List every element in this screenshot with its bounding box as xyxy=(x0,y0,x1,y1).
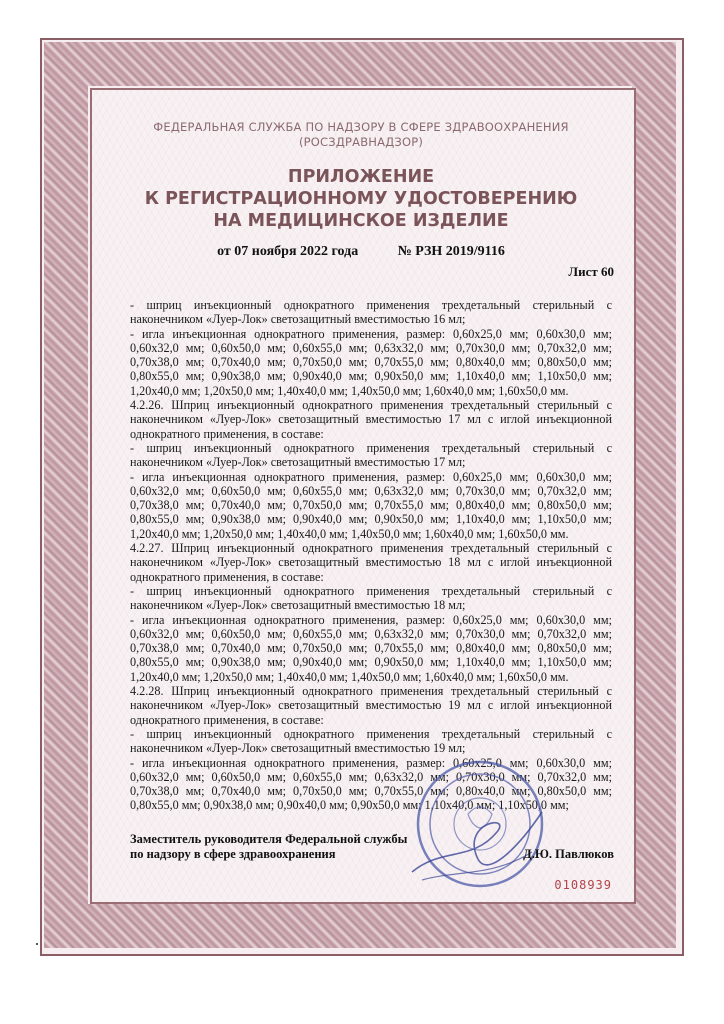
title-line-3: НА МЕДИЦИНСКОЕ ИЗДЕЛИЕ xyxy=(213,211,509,231)
issue-info xyxy=(94,244,628,260)
paragraph: - шприц инъекционный однократного применения трехдетальный стерильный с наконечником «Луер-Лок» светозащитный вместимостью 18 мл; xyxy=(130,583,612,613)
position-line-2: по надзору в сфере здравоохранения xyxy=(130,847,336,861)
sheet-number: Лист 60 xyxy=(568,264,614,279)
serial-number: 0108939 xyxy=(554,878,612,892)
paragraph: - игла инъекционная однократного применения, размер: 0,60х25,0 мм; 0,60х30,0 мм; 0,60х32,0 мм; 0,60х50,0 мм; 0,60х55,0 мм; 0,63х32,0 мм; 0,70х30,0 мм; 0,70х32,0 мм; 0,70х38,0 мм; 0,70х40,0 мм; 0,70х50,0 мм; 0,70х55,0 мм; 0,80х40,0 мм; 0,80х50,0 мм; 0,80х55,0 мм; 0,90х38,0 мм; 0,90х40,0 мм; 0,90х50,0 мм; 1,10х40,0 мм; 1,10х50,0 мм; xyxy=(130,755,612,813)
body-text xyxy=(130,298,612,813)
signatory-name: Д.Ю. Павлюков xyxy=(523,847,614,861)
paragraph: - игла инъекционная однократного применения, размер: 0,60х25,0 мм; 0,60х30,0 мм; 0,60х32,0 мм; 0,60х50,0 мм; 0,60х55,0 мм; 0,63х32,0 мм; 0,70х30,0 мм; 0,70х32,0 мм; 0,70х38,0 мм; 0,70х40,0 мм; 0,70х50,0 мм; 0,70х55,0 мм; 0,80х40,0 мм; 0,80х50,0 мм; 0,80х55,0 мм; 0,90х38,0 мм; 0,90х40,0 мм; 0,90х50,0 мм; 1,10х40,0 мм; 1,10х50,0 мм; 1,20х40,0 мм; 1,20х50,0 мм; 1,40х40,0 мм; 1,40х50,0 мм; 1,60х40,0 мм; 1,60х50,0 мм. xyxy=(130,469,612,541)
paragraph: - шприц инъекционный однократного применения трехдетальный стерильный с наконечником «Луер-Лок» светозащитный вместимостью 17 мл; xyxy=(130,440,612,470)
paragraph: - шприц инъекционный однократного применения трехдетальный стерильный с наконечником «Луер-Лок» светозащитный вместимостью 19 мл; xyxy=(130,726,612,756)
paragraph: 4.2.26. Шприц инъекционный однократного применения трехдетальный стерильный с наконечником «Луер-Лок» светозащитный вместимостью 17 мл с иглой инъекционной однократного применения, в составе: xyxy=(130,398,612,441)
paragraph: - игла инъекционная однократного применения, размер: 0,60х25,0 мм; 0,60х30,0 мм; 0,60х32,0 мм; 0,60х50,0 мм; 0,60х55,0 мм; 0,63х32,0 мм; 0,70х30,0 мм; 0,70х32,0 мм; 0,70х38,0 мм; 0,70х40,0 мм; 0,70х50,0 мм; 0,70х55,0 мм; 0,80х40,0 мм; 0,80х50,0 мм; 0,80х55,0 мм; 0,90х38,0 мм; 0,90х40,0 мм; 0,90х50,0 мм; 1,10х40,0 мм; 1,10х50,0 мм; 1,20х40,0 мм; 1,20х50,0 мм; 1,40х40,0 мм; 1,40х50,0 мм; 1,60х40,0 мм; 1,60х50,0 мм. xyxy=(130,612,612,684)
paragraph: 4.2.27. Шприц инъекционный однократного применения трехдетальный стерильный с наконечником «Луер-Лок» светозащитный вместимостью 18 мл с иглой инъекционной однократного применения, в составе: xyxy=(130,541,612,584)
paragraph: - шприц инъекционный однократного применения трехдетальный стерильный с наконечником «Луер-Лок» светозащитный вместимостью 16 мл; xyxy=(130,298,612,327)
position-line-1: Заместитель руководителя Федеральной службы xyxy=(130,832,408,846)
agency-abbrev: (РОСЗДРАВНАДЗОР) xyxy=(298,135,424,149)
agency-header xyxy=(94,120,628,150)
title-line-2: К РЕГИСТРАЦИОННОМУ УДОСТОВЕРЕНИЮ xyxy=(144,189,578,209)
document-title xyxy=(94,166,628,232)
paragraph: - игла инъекционная однократного применения, размер: 0,60х25,0 мм; 0,60х30,0 мм; 0,60х32,0 мм; 0,60х50,0 мм; 0,60х55,0 мм; 0,63х32,0 мм; 0,70х30,0 мм; 0,70х32,0 мм; 0,70х38,0 мм; 0,70х40,0 мм; 0,70х50,0 мм; 0,70х55,0 мм; 0,80х40,0 мм; 0,80х50,0 мм; 0,80х55,0 мм; 0,90х38,0 мм; 0,90х40,0 мм; 0,90х50,0 мм; 1,10х40,0 мм; 1,10х50,0 мм; 1,20х40,0 мм; 1,20х50,0 мм; 1,40х40,0 мм; 1,40х50,0 мм; 1,60х40,0 мм; 1,60х50,0 мм. xyxy=(130,326,612,398)
agency-name: ФЕДЕРАЛЬНАЯ СЛУЖБА ПО НАДЗОРУ В СФЕРЕ ЗДРАВООХРАНЕНИЯ xyxy=(153,120,569,134)
official-seal-stamp xyxy=(402,752,552,902)
paragraph: 4.2.28. Шприц инъекционный однократного применения трехдетальный стерильный с наконечником «Луер-Лок» светозащитный вместимостью 19 мл с иглой инъекционной однократного применения, в составе: xyxy=(130,684,612,727)
title-line-1: ПРИЛОЖЕНИЕ xyxy=(287,167,435,187)
registration-number: № РЗН 2019/9116 xyxy=(397,244,505,259)
scan-speck xyxy=(36,943,38,945)
signatory-position xyxy=(130,832,407,862)
issue-date: от 07 ноября 2022 года xyxy=(217,244,359,259)
